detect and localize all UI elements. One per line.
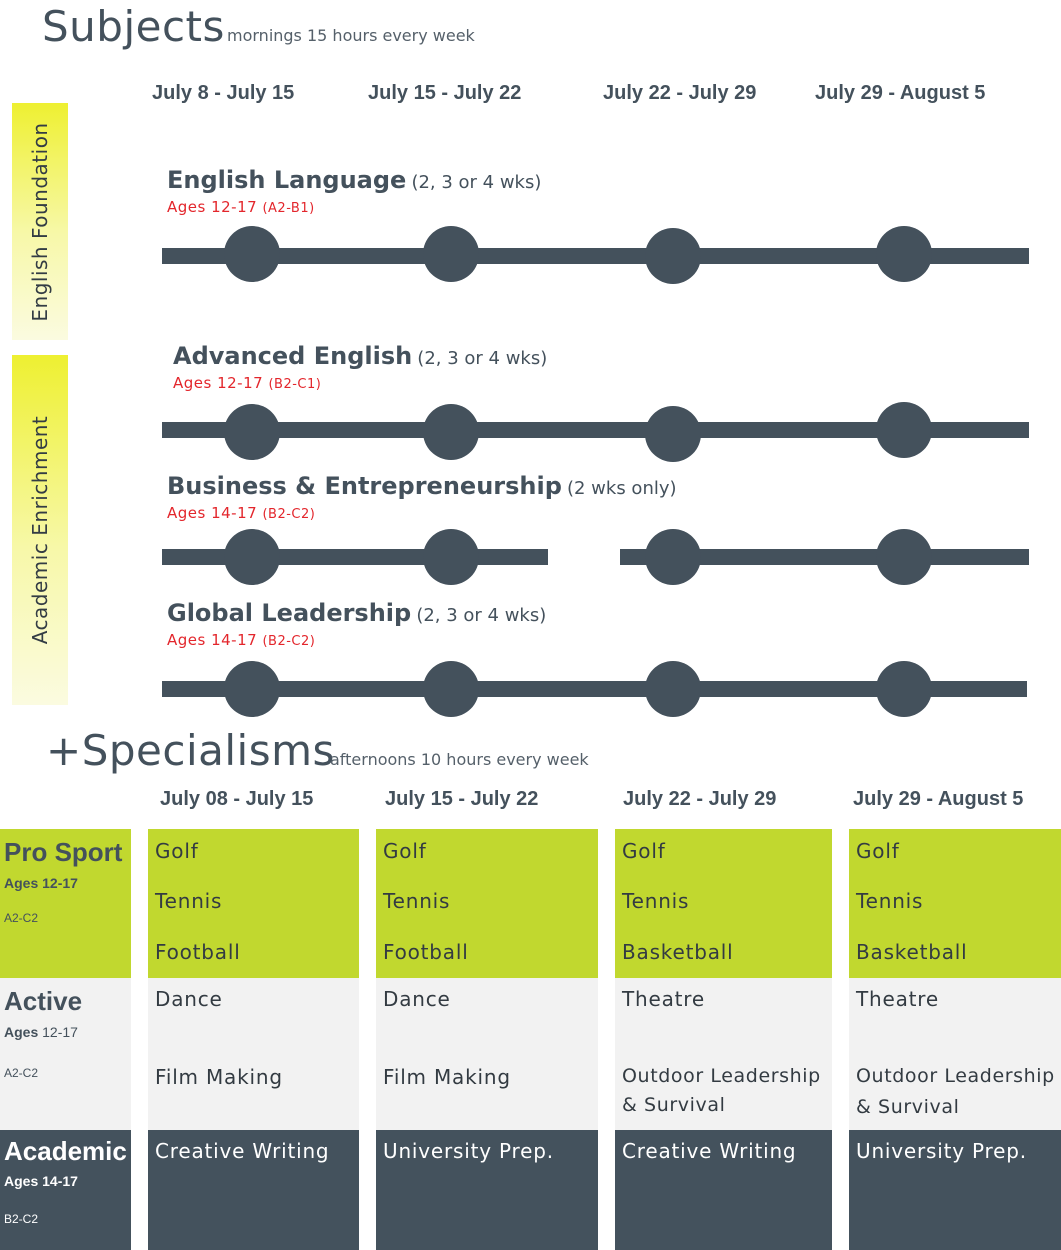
course-duration: (2, 3 or 4 wks): [417, 348, 548, 369]
row-ages: Ages 12-17: [4, 1024, 78, 1040]
row-name: Academic: [4, 1136, 127, 1166]
course-ages: Ages 12-17 (A2-B1): [167, 198, 315, 216]
specialism-cell: [376, 978, 598, 1130]
timeline-week-dot: [423, 404, 479, 460]
course-heading-global-leadership: [167, 599, 546, 627]
activity-item: Tennis: [622, 889, 690, 913]
activity-item: Golf: [856, 839, 900, 863]
timeline-week-dot: [876, 529, 932, 585]
row-name: Active: [4, 986, 83, 1016]
course-name: English Language: [167, 166, 407, 194]
timeline-week-dot: [645, 228, 701, 284]
row-label-active: [0, 978, 131, 1130]
specialism-cell: [615, 829, 832, 978]
specialisms-week-2: July 15 - July 22: [385, 788, 539, 810]
row-name: Pro Sport: [4, 837, 123, 867]
row-label-pro-sport: [0, 829, 131, 978]
activity-item: Outdoor Leadership: [622, 1065, 821, 1087]
side-bar-english-foundation: [12, 103, 68, 340]
course-heading-business-entrepreneurship: [167, 472, 677, 500]
timeline-week-dot: [224, 404, 280, 460]
specialism-cell: [148, 1130, 359, 1250]
specialism-cell: [148, 829, 359, 978]
course-duration: (2, 3 or 4 wks): [411, 172, 542, 193]
course-ages: Ages 14-17 (B2-C2): [167, 504, 316, 522]
activity-item: Creative Writing: [155, 1139, 330, 1163]
course-ages: Ages 14-17 (B2-C2): [167, 631, 316, 649]
activity-item: & Survival: [622, 1094, 726, 1116]
specialism-cell: [849, 829, 1061, 978]
specialisms-title: +Specialisms: [46, 726, 335, 775]
specialism-cell: [615, 978, 832, 1130]
course-name: Global Leadership: [167, 599, 412, 627]
row-ages: Ages 14-17: [4, 1173, 78, 1189]
activity-item: Tennis: [155, 889, 223, 913]
timeline-week-dot: [224, 226, 280, 282]
timeline-week-dot: [876, 226, 932, 282]
timeline-week-dot: [876, 661, 932, 717]
specialism-cell: [376, 1130, 598, 1250]
subjects-week-2: July 15 - July 22: [368, 82, 522, 104]
activity-item: Basketball: [622, 940, 734, 964]
activity-item: Golf: [155, 839, 199, 863]
row-level: B2-C2: [4, 1212, 39, 1226]
timeline-bar-first-half: [162, 549, 548, 565]
activity-item: Dance: [383, 987, 451, 1011]
side-label-academic-enrichment: Academic Enrichment: [28, 415, 52, 645]
activity-item: University Prep.: [383, 1139, 554, 1163]
timeline-week-dot: [423, 226, 479, 282]
activity-item: University Prep.: [856, 1139, 1027, 1163]
specialisms-week-1: July 08 - July 15: [160, 788, 314, 810]
activity-item: Outdoor Leadership: [856, 1065, 1055, 1087]
specialism-cell: [148, 978, 359, 1130]
course-duration: (2 wks only): [566, 478, 677, 499]
row-level: A2-C2: [4, 1066, 39, 1080]
specialisms-week-4: July 29 - August 5: [853, 788, 1024, 810]
subjects-week-1: July 8 - July 15: [152, 82, 295, 104]
course-heading-advanced-english: [173, 342, 547, 370]
row-level: A2-C2: [4, 911, 39, 925]
row-ages: Ages 12-17: [4, 875, 78, 891]
side-bar-academic-enrichment: [12, 355, 68, 705]
specialism-cell: [849, 1130, 1061, 1250]
specialism-cell: [849, 978, 1061, 1130]
subjects-subtitle: mornings 15 hours every week: [227, 26, 475, 45]
timeline-week-dot: [423, 661, 479, 717]
activity-item: Golf: [622, 839, 666, 863]
activity-item: Basketball: [856, 940, 968, 964]
course-name: Business & Entrepreneurship: [167, 472, 562, 500]
specialisms-week-3: July 22 - July 29: [623, 788, 777, 810]
activity-item: Football: [155, 940, 241, 964]
subjects-week-4: July 29 - August 5: [815, 82, 986, 104]
subjects-week-3: July 22 - July 29: [603, 82, 757, 104]
timeline-week-dot: [645, 529, 701, 585]
row-label-academic: [0, 1130, 131, 1250]
activity-item: Tennis: [383, 889, 451, 913]
activity-item: Theatre: [856, 987, 939, 1011]
subjects-title: Subjects: [42, 2, 225, 51]
activity-item: Film Making: [383, 1065, 511, 1089]
course-heading-english-language: [167, 166, 541, 194]
timeline-week-dot: [224, 661, 280, 717]
course-ages: Ages 12-17 (B2-C1): [173, 374, 322, 392]
timeline-week-dot: [645, 406, 701, 462]
specialisms-subtitle: afternoons 10 hours every week: [330, 750, 589, 769]
activity-item: & Survival: [856, 1096, 960, 1118]
timeline-week-dot: [876, 402, 932, 458]
timeline-week-dot: [224, 529, 280, 585]
course-duration: (2, 3 or 4 wks): [416, 605, 547, 626]
specialism-cell: [376, 829, 598, 978]
activity-item: Tennis: [856, 889, 924, 913]
activity-item: Golf: [383, 839, 427, 863]
activity-item: Creative Writing: [622, 1139, 797, 1163]
timeline-week-dot: [423, 529, 479, 585]
activity-item: Football: [383, 940, 469, 964]
activity-item: Film Making: [155, 1065, 283, 1089]
activity-item: Theatre: [622, 987, 705, 1011]
course-name: Advanced English: [173, 342, 413, 370]
activity-item: Dance: [155, 987, 223, 1011]
side-label-english-foundation: English Foundation: [28, 121, 52, 322]
timeline-week-dot: [645, 661, 701, 717]
specialism-cell: [615, 1130, 832, 1250]
